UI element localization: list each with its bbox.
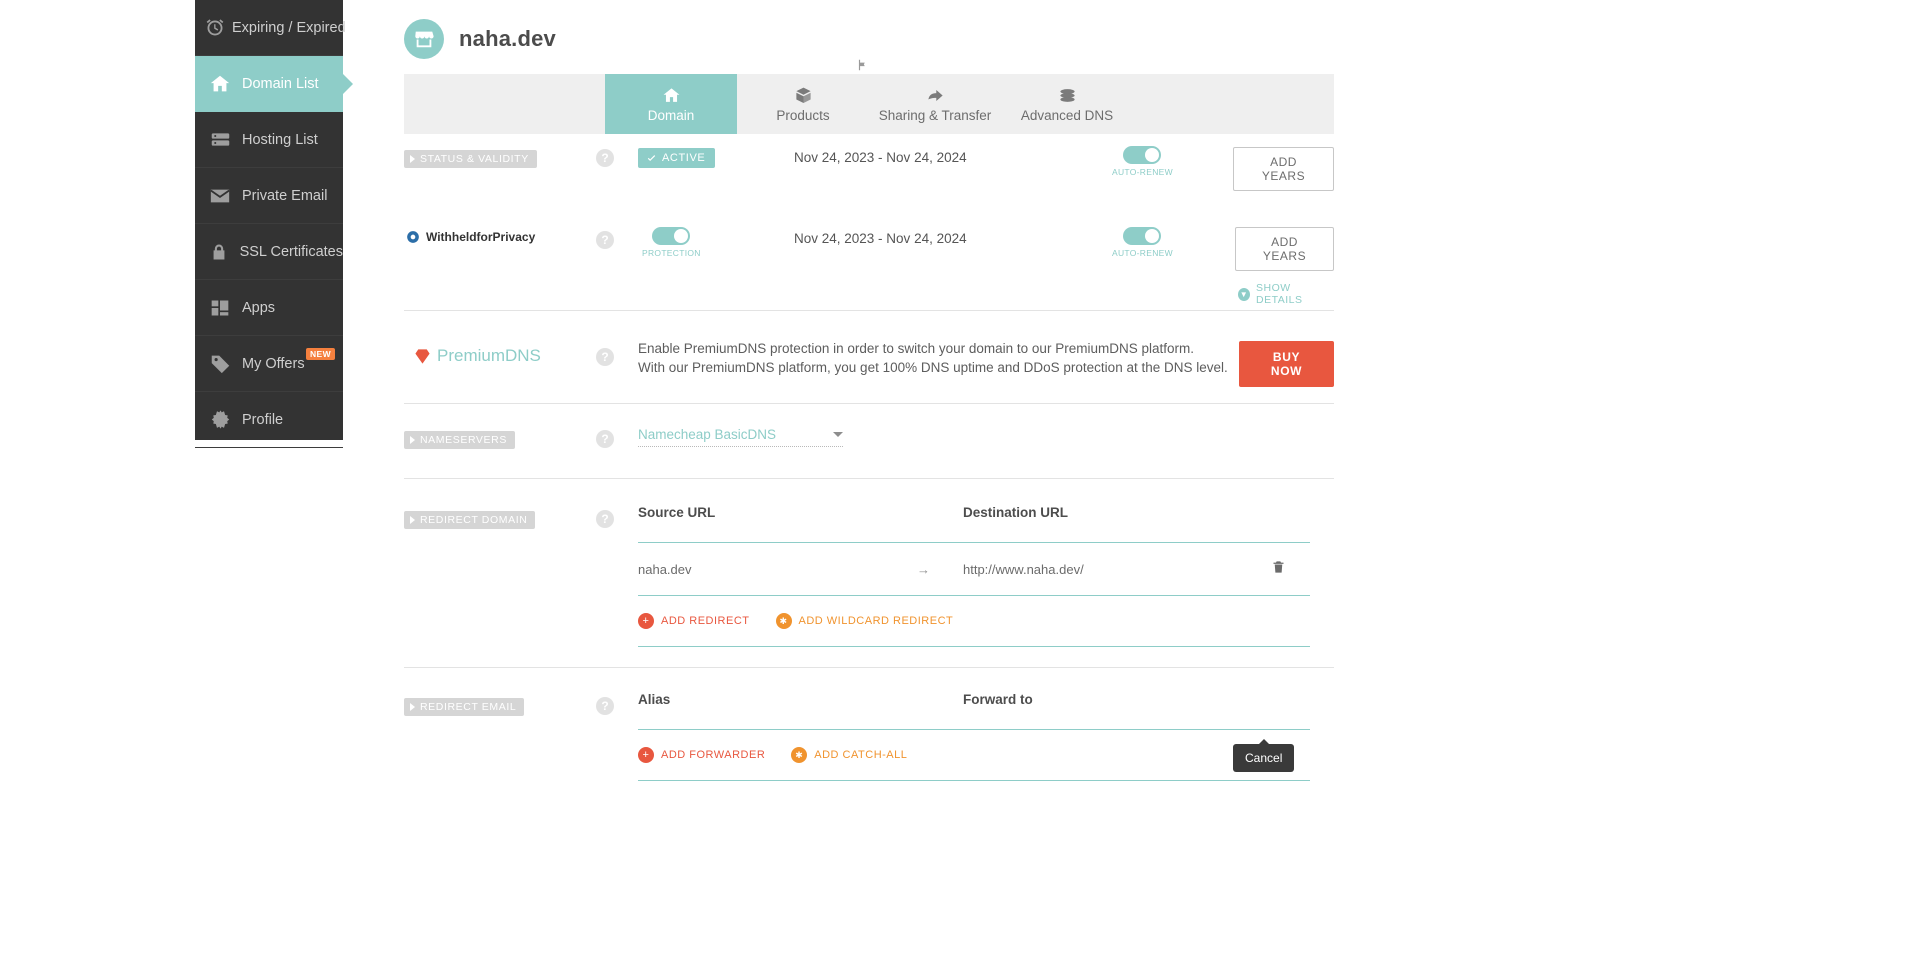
premiumdns-logo xyxy=(414,346,541,366)
table-divider xyxy=(638,780,1310,781)
protection-caption: PROTECTION xyxy=(642,248,701,258)
nameserver-select[interactable] xyxy=(638,427,843,447)
home-icon xyxy=(662,85,681,105)
tab-sharing-transfer[interactable] xyxy=(869,74,1001,134)
auto-renew-toggle[interactable] xyxy=(1123,146,1161,164)
redirect-domain-section xyxy=(404,479,1334,669)
sidebar-item-expiring-expired[interactable] xyxy=(195,0,346,56)
help-icon[interactable]: ? xyxy=(596,348,614,366)
privacy-dates: Nov 24, 2023 - Nov 24, 2024 xyxy=(794,231,967,246)
main-content xyxy=(404,0,1334,798)
new-badge: NEW xyxy=(306,348,335,360)
dns-icon xyxy=(1057,85,1078,105)
redirect-email-actions xyxy=(638,730,1310,780)
flag-icon xyxy=(856,58,870,75)
sidebar-item-apps[interactable] xyxy=(195,280,343,336)
help-icon[interactable]: ? xyxy=(596,231,614,249)
sidebar-item-label: Profile xyxy=(242,411,284,428)
domain-header xyxy=(404,0,1334,56)
status-validity-label[interactable] xyxy=(404,150,537,168)
check-icon xyxy=(646,153,657,164)
tab-domain[interactable] xyxy=(605,74,737,134)
tab-label: Advanced DNS xyxy=(1020,108,1114,124)
gear-icon xyxy=(205,409,235,430)
protection-toggle-group xyxy=(642,227,701,258)
table-row xyxy=(638,543,1310,595)
section-label-text: STATUS & VALIDITY xyxy=(420,153,529,165)
withheldforprivacy-logo xyxy=(406,230,535,244)
sidebar-item-label: Expiring / Expired xyxy=(232,19,346,36)
status-validity-row xyxy=(404,134,1334,186)
clock-icon xyxy=(205,18,225,38)
apps-icon xyxy=(205,298,235,318)
add-years-button[interactable]: ADD YEARS xyxy=(1233,147,1334,191)
tab-label: Domain xyxy=(647,108,695,124)
redirect-destination-value[interactable]: http://www.naha.dev/ xyxy=(963,561,1084,577)
envelope-icon xyxy=(205,185,235,207)
sidebar-item-label: Hosting List xyxy=(242,131,318,148)
tag-icon xyxy=(205,353,235,374)
column-header-source-url: Source URL xyxy=(638,505,716,520)
tab-label: Sharing & Transfer xyxy=(878,108,992,124)
delete-icon[interactable] xyxy=(1271,559,1286,580)
sidebar-item-label: My Offers xyxy=(242,355,305,372)
nameservers-row xyxy=(404,404,1334,478)
chevron-down-icon xyxy=(833,432,843,437)
redirect-source-value[interactable]: naha.dev xyxy=(638,561,692,577)
sidebar-item-hosting-list[interactable] xyxy=(195,112,343,168)
privacy-auto-renew-group xyxy=(1112,227,1173,258)
sidebar-item-label: SSL Certificates xyxy=(239,243,343,260)
premiumdns-line-2: With our PremiumDNS platform, you get 100% DNS uptime and DDoS protection at the DNS level. xyxy=(638,360,1228,375)
auto-renew-caption: AUTO-RENEW xyxy=(1112,167,1173,177)
add-forwarder-button[interactable] xyxy=(638,747,765,763)
cancel-tooltip: Cancel xyxy=(1233,744,1294,772)
arrow-icon: → xyxy=(917,561,930,577)
add-redirect-label: ADD REDIRECT xyxy=(661,615,750,627)
nameserver-selected-value: Namecheap BasicDNS xyxy=(638,427,777,442)
plus-icon: + xyxy=(638,747,654,763)
help-icon[interactable]: ? xyxy=(596,149,614,167)
diamond-icon xyxy=(414,348,431,365)
asterisk-icon: ✱ xyxy=(791,747,807,763)
page-title: naha.dev xyxy=(459,25,556,51)
section-label-text: REDIRECT EMAIL xyxy=(420,701,517,713)
plus-icon: + xyxy=(638,613,654,629)
add-wildcard-label: ADD WILDCARD REDIRECT xyxy=(798,615,954,627)
privacy-row xyxy=(404,186,1334,306)
tab-bar xyxy=(404,74,1334,134)
protection-toggle[interactable] xyxy=(652,227,690,245)
premiumdns-line-1: Enable PremiumDNS protection in order to switch your domain to our PremiumDNS platform. xyxy=(638,341,1194,356)
chevron-down-icon: ▼ xyxy=(1239,289,1249,299)
tab-advanced-dns[interactable] xyxy=(1001,74,1133,134)
sidebar-item-label: Apps xyxy=(242,299,276,316)
nameservers-label[interactable] xyxy=(404,431,515,449)
tab-products[interactable] xyxy=(737,74,869,134)
box-icon xyxy=(794,85,813,105)
server-icon xyxy=(205,129,235,150)
sidebar-item-my-offers[interactable] xyxy=(195,336,343,392)
auto-renew-caption: AUTO-RENEW xyxy=(1112,248,1173,258)
add-forwarder-label: ADD FORWARDER xyxy=(661,749,766,761)
column-header-alias: Alias xyxy=(638,692,671,707)
add-wildcard-redirect-button[interactable] xyxy=(776,613,954,629)
asterisk-icon: ✱ xyxy=(776,613,792,629)
sidebar-item-label: Domain List xyxy=(242,75,319,92)
add-redirect-button[interactable] xyxy=(638,613,750,629)
tab-spacer xyxy=(404,74,605,134)
redirect-email-label[interactable] xyxy=(404,698,524,716)
buy-now-button[interactable]: BUY NOW xyxy=(1239,341,1334,387)
add-years-button[interactable]: ADD YEARS xyxy=(1235,227,1334,271)
section-label-text: NAMESERVERS xyxy=(420,434,507,446)
add-catch-all-button[interactable] xyxy=(791,747,907,763)
share-icon xyxy=(925,85,946,105)
add-catch-all-label: ADD CATCH-ALL xyxy=(814,749,908,761)
premium-dns-row xyxy=(404,311,1334,403)
column-header-destination-url: Destination URL xyxy=(963,505,1069,520)
privacy-icon xyxy=(406,230,420,244)
redirect-domain-actions xyxy=(638,596,1310,646)
status-badge xyxy=(638,148,715,169)
help-icon[interactable]: ? xyxy=(596,697,614,715)
home-icon xyxy=(205,73,235,95)
auto-renew-toggle-group xyxy=(1112,146,1173,177)
redirect-domain-label[interactable] xyxy=(404,511,535,529)
privacy-brand-suffix: Privacy xyxy=(492,230,536,244)
tab-label: Products xyxy=(776,108,830,124)
validity-dates: Nov 24, 2023 - Nov 24, 2024 xyxy=(794,150,967,165)
sidebar-item-ssl-certificates[interactable] xyxy=(195,224,343,280)
sidebar-item-domain-list[interactable] xyxy=(195,56,343,112)
auto-renew-toggle[interactable] xyxy=(1123,227,1161,245)
help-icon[interactable]: ? xyxy=(596,430,614,448)
lock-icon xyxy=(205,242,233,262)
store-icon xyxy=(404,19,444,59)
section-label-text: REDIRECT DOMAIN xyxy=(420,514,528,526)
status-badge-text: ACTIVE xyxy=(662,152,706,164)
redirect-email-table xyxy=(638,692,1310,781)
sidebar-item-private-email[interactable] xyxy=(195,168,343,224)
redirect-email-section xyxy=(404,668,1334,798)
help-icon[interactable]: ? xyxy=(596,510,614,528)
premiumdns-brand: PremiumDNS xyxy=(437,346,541,365)
premiumdns-description xyxy=(638,339,1238,377)
show-details-label: SHOW DETAILS xyxy=(1255,282,1303,306)
sidebar xyxy=(195,0,346,440)
privacy-brand-prefix: Withheldfor xyxy=(426,230,493,244)
sidebar-item-profile[interactable] xyxy=(195,392,343,448)
column-header-forward-to: Forward to xyxy=(963,692,1033,707)
redirect-domain-table xyxy=(638,505,1310,647)
sidebar-item-label: Private Email xyxy=(242,187,328,204)
table-divider xyxy=(638,646,1310,647)
show-details-button[interactable] xyxy=(1238,282,1334,306)
